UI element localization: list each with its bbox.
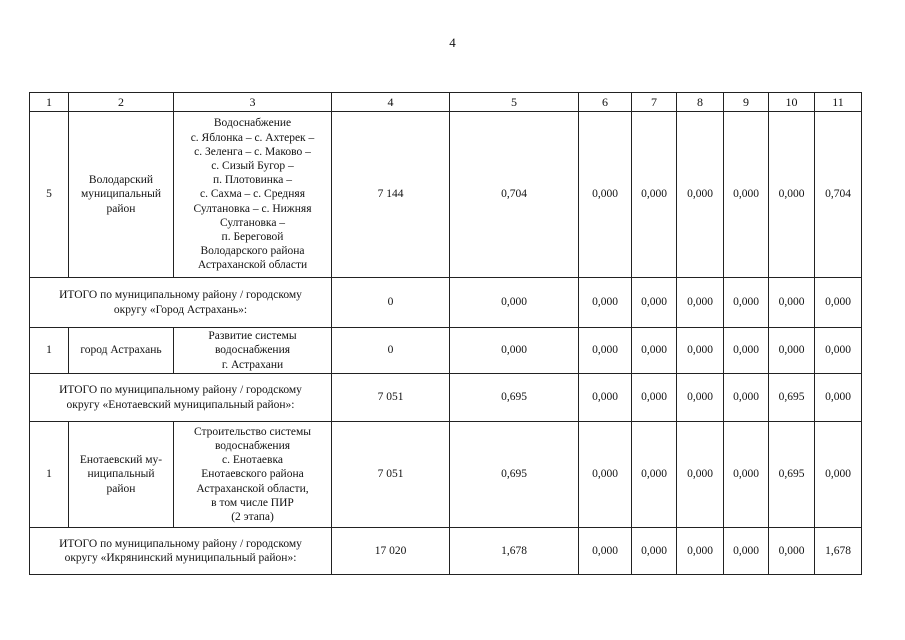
- value-cell: 17 020: [332, 528, 450, 575]
- value-cell: 0,000: [579, 278, 632, 328]
- value-cell: 0,000: [677, 528, 724, 575]
- value-cell: 0,704: [450, 112, 579, 278]
- project-cell: Водоснабжение с. Яблонка – с. Ахтерек – с. Зеленга – с. Маково – с. Сизый Бугор – п. Плотовинка – с. Сахма – с. Средняя Султановка – с. Нижняя Султановка – п. Береговой Володарского района Астраханской области: [174, 112, 332, 278]
- total-label: ИТОГО по муниципальному району / городскому округу «Город Астрахань»:: [30, 278, 332, 328]
- column-header: 5: [450, 93, 579, 112]
- column-header: 10: [769, 93, 815, 112]
- column-header: 6: [579, 93, 632, 112]
- value-cell: 7 051: [332, 422, 450, 528]
- column-header: 1: [30, 93, 69, 112]
- table-row: [30, 328, 862, 374]
- budget-table: [29, 92, 862, 575]
- district-cell: Володарский муниципальный район: [69, 112, 174, 278]
- value-cell: 0,000: [579, 112, 632, 278]
- value-cell: 0,000: [579, 374, 632, 422]
- header-row: [30, 93, 862, 112]
- value-cell: 0,000: [815, 374, 862, 422]
- value-cell: 0,000: [815, 328, 862, 374]
- value-cell: 0,695: [450, 422, 579, 528]
- value-cell: 0: [332, 278, 450, 328]
- value-cell: 0,000: [579, 328, 632, 374]
- value-cell: 0,000: [677, 112, 724, 278]
- value-cell: 0,000: [724, 422, 769, 528]
- value-cell: 0,000: [769, 528, 815, 575]
- column-header: 7: [632, 93, 677, 112]
- value-cell: 0,000: [632, 422, 677, 528]
- value-cell: 0,000: [450, 328, 579, 374]
- value-cell: 7 051: [332, 374, 450, 422]
- value-cell: 0,000: [632, 528, 677, 575]
- value-cell: 0,695: [769, 374, 815, 422]
- value-cell: 0,000: [632, 374, 677, 422]
- total-row: [30, 278, 862, 328]
- value-cell: 0,695: [450, 374, 579, 422]
- value-cell: 0,000: [724, 528, 769, 575]
- value-cell: 0,695: [769, 422, 815, 528]
- district-cell: город Астрахань: [69, 328, 174, 374]
- value-cell: 0,000: [632, 328, 677, 374]
- value-cell: 0,000: [769, 328, 815, 374]
- value-cell: 7 144: [332, 112, 450, 278]
- project-cell: Строительство системы водоснабжения с. Енотаевка Енотаевского района Астраханской области, в том числе ПИР (2 этапа): [174, 422, 332, 528]
- table-row: [30, 422, 862, 528]
- column-header: 2: [69, 93, 174, 112]
- district-cell: Енотаевский му- ниципальный район: [69, 422, 174, 528]
- value-cell: 0,000: [815, 278, 862, 328]
- value-cell: 0,000: [769, 278, 815, 328]
- column-header: 8: [677, 93, 724, 112]
- total-row: [30, 374, 862, 422]
- value-cell: 0,000: [677, 328, 724, 374]
- value-cell: 0,000: [769, 112, 815, 278]
- total-row: [30, 528, 862, 575]
- row-number: 1: [30, 422, 69, 528]
- value-cell: 0,000: [632, 112, 677, 278]
- value-cell: 0,000: [632, 278, 677, 328]
- row-number: 1: [30, 328, 69, 374]
- column-header: 4: [332, 93, 450, 112]
- page-number: 4: [449, 35, 456, 50]
- value-cell: 0,000: [579, 422, 632, 528]
- value-cell: 0,000: [677, 374, 724, 422]
- value-cell: 0,000: [815, 422, 862, 528]
- value-cell: 0,000: [450, 278, 579, 328]
- column-header: 11: [815, 93, 862, 112]
- column-header: 9: [724, 93, 769, 112]
- value-cell: 0: [332, 328, 450, 374]
- value-cell: 0,704: [815, 112, 862, 278]
- value-cell: 1,678: [815, 528, 862, 575]
- row-number: 5: [30, 112, 69, 278]
- value-cell: 0,000: [677, 422, 724, 528]
- value-cell: 0,000: [579, 528, 632, 575]
- column-header: 3: [174, 93, 332, 112]
- table-row: [30, 112, 862, 278]
- value-cell: 0,000: [724, 374, 769, 422]
- value-cell: 0,000: [724, 112, 769, 278]
- project-cell: Развитие системы водоснабжения г. Астрахани: [174, 328, 332, 374]
- total-label: ИТОГО по муниципальному району / городскому округу «Икрянинский муниципальный район»:: [30, 528, 332, 575]
- value-cell: 0,000: [724, 278, 769, 328]
- total-label: ИТОГО по муниципальному району / городскому округу «Енотаевский муниципальный район»:: [30, 374, 332, 422]
- value-cell: 1,678: [450, 528, 579, 575]
- value-cell: 0,000: [677, 278, 724, 328]
- value-cell: 0,000: [724, 328, 769, 374]
